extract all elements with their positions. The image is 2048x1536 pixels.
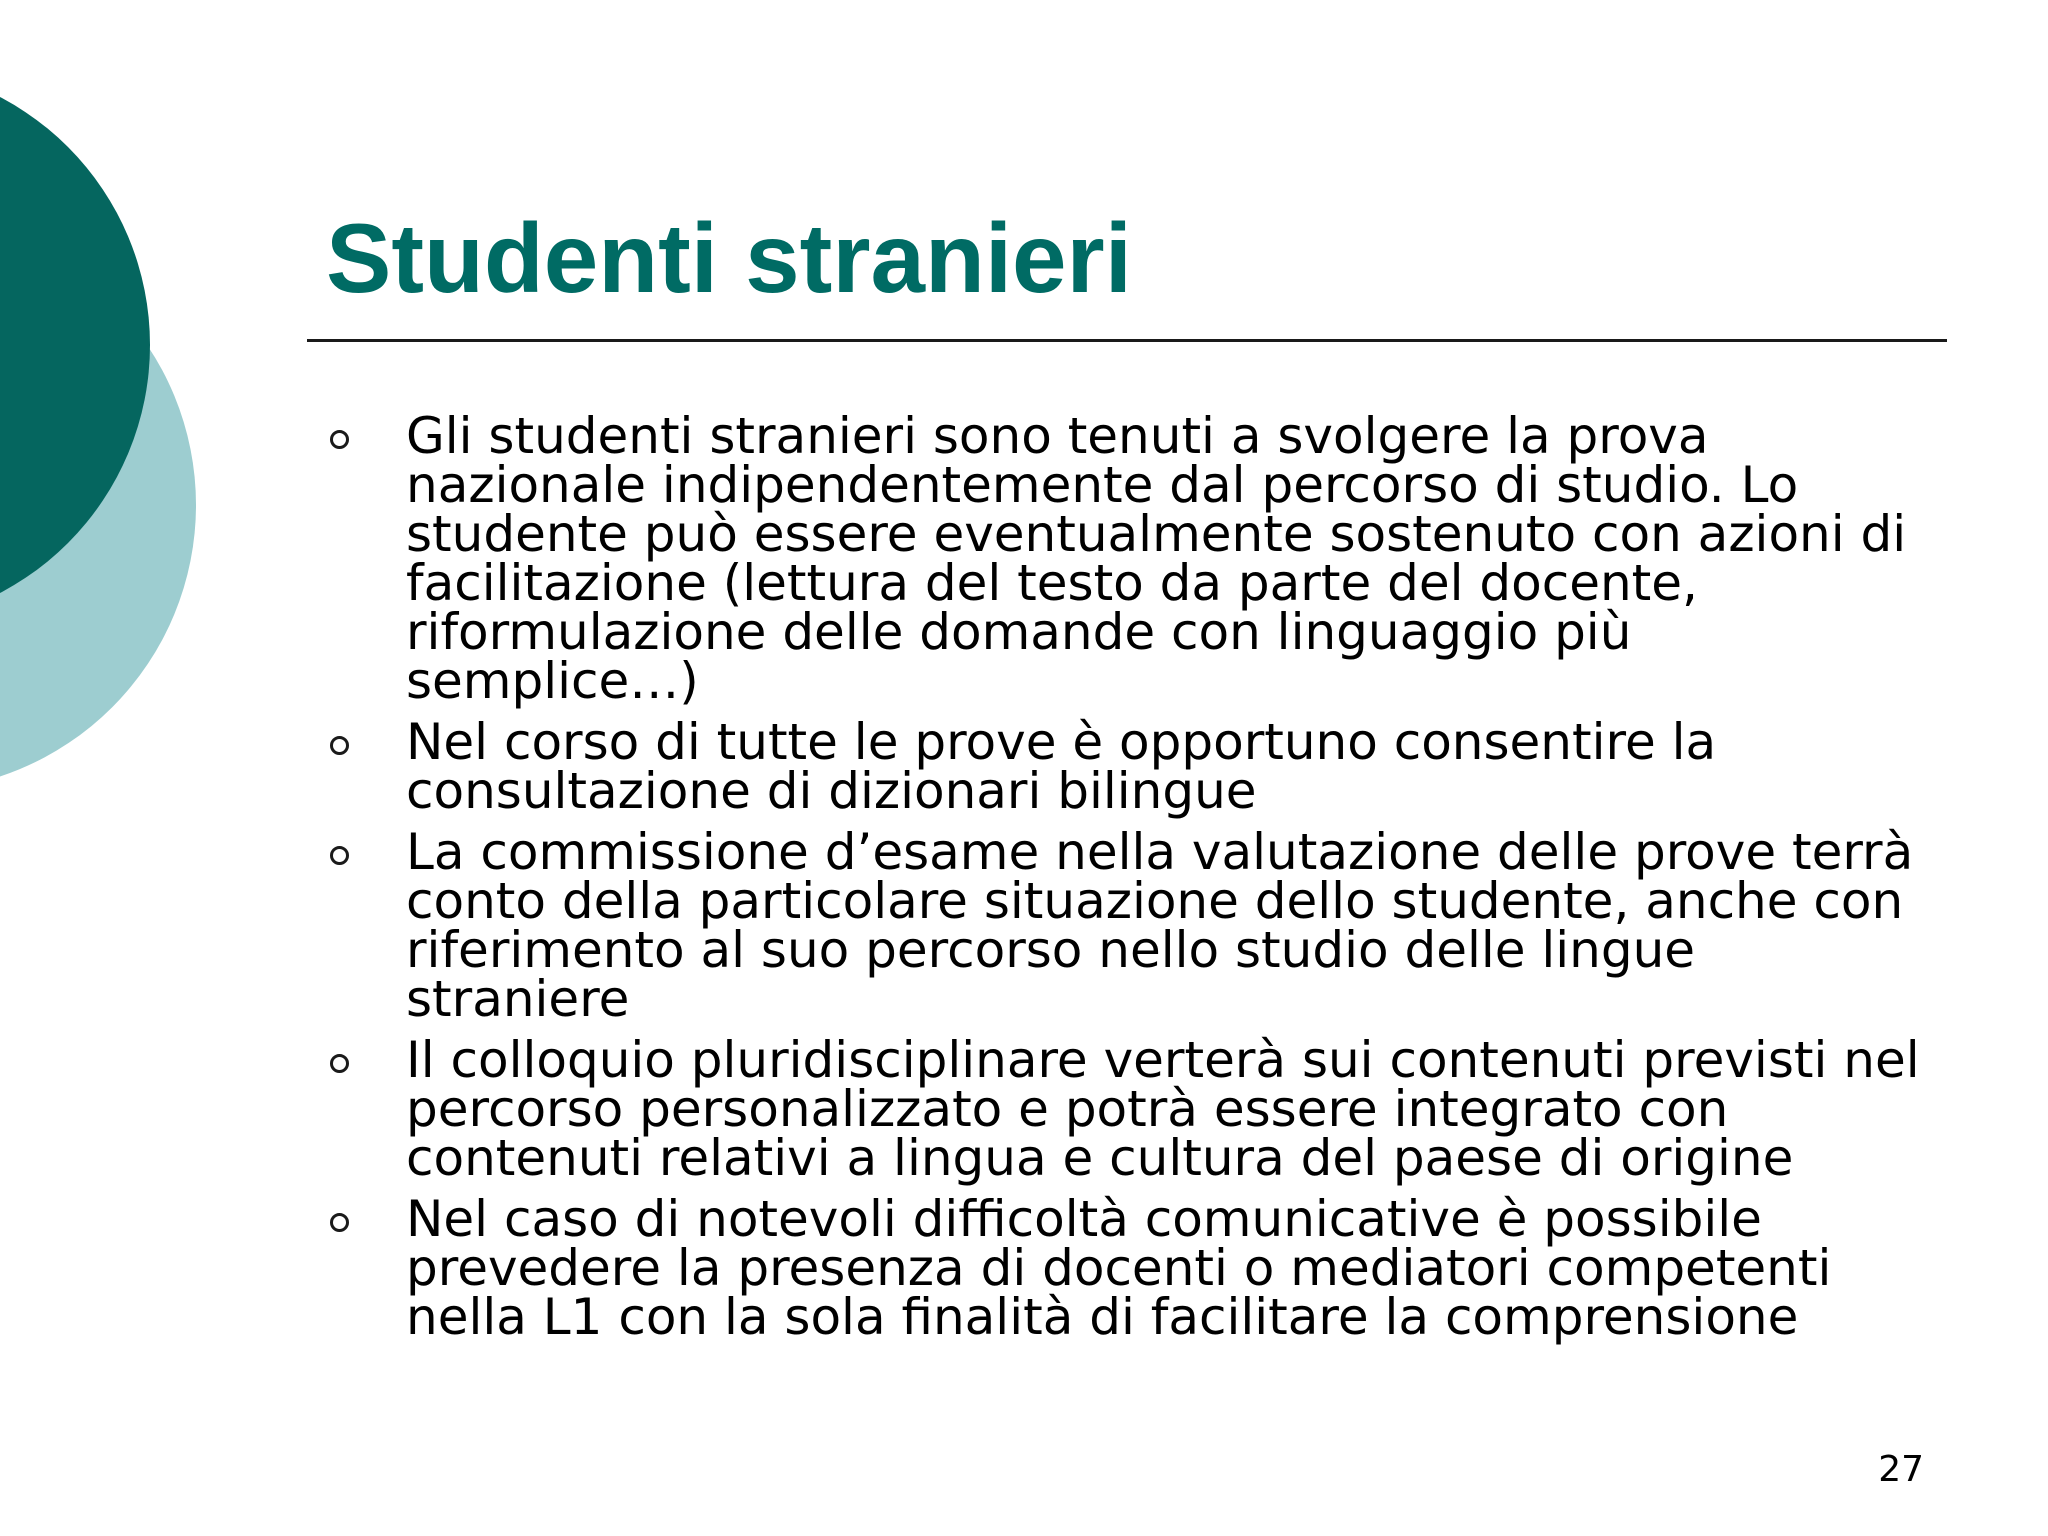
bullet-text: Il colloquio pluridisciplinare verterà sui contenuti previsti nel percorso personalizzato e potrà essere integrato con contenuti relativi a lingua e cultura del paese di origine xyxy=(406,1031,1920,1187)
bullet-text: Gli studenti stranieri sono tenuti a svolgere la prova nazionale indipendentemente dal percorso di studio. Lo studente può essere eventualmente sostenuto con azioni di facilitazione (lettura del testo da parte del docente, riformulazione delle domande con linguaggio più semplice…) xyxy=(406,407,1907,710)
hollow-circle-bullet-icon xyxy=(330,1213,349,1232)
bullet-text: Nel corso di tutte le prove è opportuno consentire la consultazione di dizionari bilingue xyxy=(406,713,1717,820)
hollow-circle-bullet-icon xyxy=(330,430,349,449)
hollow-circle-bullet-icon xyxy=(330,846,349,865)
bullet-text: La commissione d’esame nella valutazione delle prove terrà conto della particolare situazione dello studente, anche con riferimento al suo percorso nello studio delle lingue straniere xyxy=(406,823,1914,1028)
decorative-circles xyxy=(0,0,260,820)
bullet-item xyxy=(326,823,1926,1028)
bullet-list xyxy=(326,407,1926,1354)
bullet-item xyxy=(326,1190,1926,1346)
hollow-circle-bullet-icon xyxy=(330,736,349,755)
title-divider xyxy=(307,339,1947,342)
bullet-text: Nel caso di notevoli difficoltà comunicative è possibile prevedere la presenza di docenti o mediatori competenti nella L1 con la sola finalità di facilitare la comprensione xyxy=(406,1190,1832,1346)
hollow-circle-bullet-icon xyxy=(330,1054,349,1073)
bullet-item xyxy=(326,407,1926,710)
bullet-item xyxy=(326,713,1926,820)
slide-title: Studenti stranieri xyxy=(326,203,1132,313)
page-number: 27 xyxy=(1878,1449,1924,1490)
bullet-item xyxy=(326,1031,1926,1187)
